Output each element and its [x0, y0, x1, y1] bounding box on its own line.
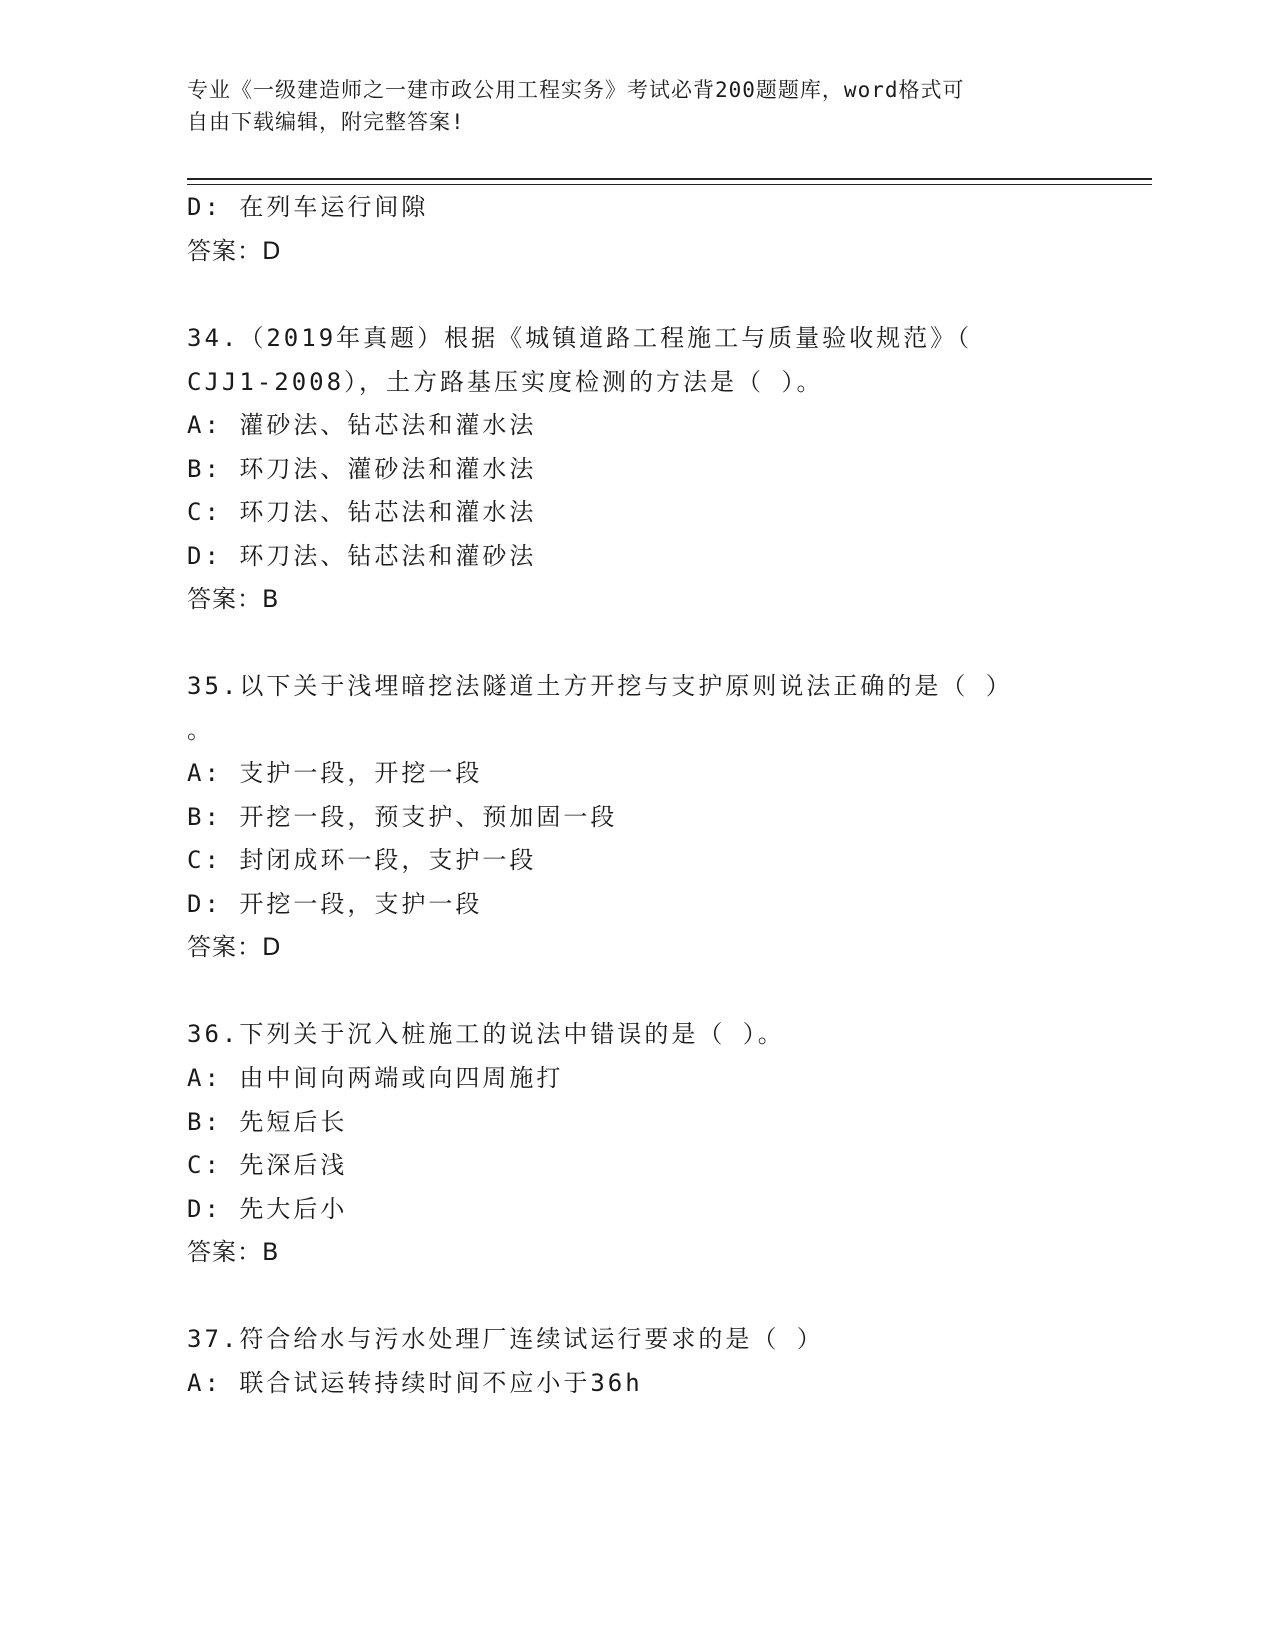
- q35-option-c: C: 封闭成环一段，支护一段: [187, 846, 537, 874]
- header-line-1: 专业《一级建造师之一建市政公用工程实务》考试必背200题题库，word格式可: [187, 78, 965, 102]
- q34-stem-line-2: CJJ1-2008），土方路基压实度检测的方法是（ ）。: [187, 368, 824, 396]
- header-divider-thin: [187, 184, 1152, 185]
- q34-option-c: C: 环刀法、钻芯法和灌水法: [187, 498, 537, 526]
- q36-option-b: B: 先短后长: [187, 1108, 348, 1136]
- q36-answer: 答案：B: [187, 1238, 280, 1266]
- q34-option-a: A: 灌砂法、钻芯法和灌水法: [187, 411, 537, 439]
- q34-answer: 答案：B: [187, 585, 280, 613]
- q34-stem-line-1: 34.（2019年真题）根据《城镇道路工程施工与质量验收规范》（: [187, 324, 973, 352]
- q36-option-a: A: 由中间向两端或向四周施打: [187, 1064, 564, 1092]
- q35-option-d: D: 开挖一段，支护一段: [187, 890, 483, 918]
- document-header: [187, 74, 1067, 138]
- header-divider-thick: [187, 178, 1152, 180]
- q33-option-d: D: 在列车运行间隙: [187, 193, 429, 221]
- q36-option-c: C: 先深后浅: [187, 1151, 348, 1179]
- q36-option-d: D: 先大后小: [187, 1195, 348, 1223]
- q34-option-d: D: 环刀法、钻芯法和灌砂法: [187, 542, 537, 570]
- q34-option-b: B: 环刀法、灌砂法和灌水法: [187, 455, 537, 483]
- q37-stem-line-1: 37.符合给水与污水处理厂连续试运行要求的是（ ）: [187, 1325, 824, 1353]
- q36-stem-line-1: 36.下列关于沉入桩施工的说法中错误的是（ ）。: [187, 1020, 785, 1048]
- q35-option-b: B: 开挖一段，预支护、预加固一段: [187, 803, 618, 831]
- q35-answer: 答案：D: [187, 933, 282, 961]
- q35-stem-line-2: 。: [187, 716, 214, 744]
- header-line-2: 自由下载编辑，附完整答案!: [187, 110, 465, 134]
- q35-stem-line-1: 35.以下关于浅埋暗挖法隧道土方开挖与支护原则说法正确的是（ ）: [187, 672, 1013, 700]
- q35-option-a: A: 支护一段，开挖一段: [187, 759, 483, 787]
- q37-option-a: A: 联合试运转持续时间不应小于36h: [187, 1369, 643, 1397]
- q33-answer: 答案：D: [187, 237, 282, 265]
